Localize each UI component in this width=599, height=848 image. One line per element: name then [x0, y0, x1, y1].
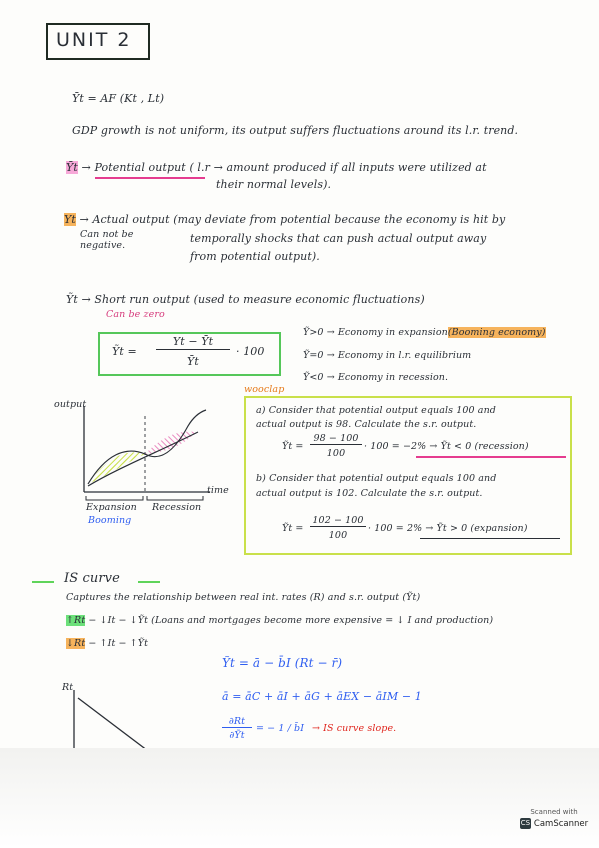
exercise-a-underline	[416, 456, 566, 458]
recession-shading	[145, 432, 196, 454]
potential-symbol: Ȳt	[66, 161, 78, 174]
exercise-b-calc: Ỹt =	[282, 523, 304, 534]
short-run-symbol: Ỹt	[66, 293, 78, 306]
expansion-label: Expansion	[86, 502, 137, 513]
potential-output-line	[66, 161, 487, 174]
booming-tag: (Booming economy)	[447, 327, 546, 338]
potential-underline	[95, 177, 205, 179]
potential-def-2: their normal levels).	[216, 178, 332, 191]
recession-label: Recession	[152, 502, 202, 513]
exercise-b-underline	[420, 538, 560, 539]
exercise-a-numerator: 98 − 100	[310, 433, 362, 445]
rate-up-explanation: (Loans and mortgages become more expensive = ↓ I and production)	[151, 615, 494, 626]
actual-def-3: from potential output).	[190, 250, 320, 263]
rate-down-effect: − ↑It − ↑Ỹt	[88, 638, 149, 649]
expansion-bracket	[86, 496, 143, 500]
exercise-a-text-1: a) Consider that potential output equals 100 and	[256, 405, 496, 416]
unit-title: UNIT 2	[56, 29, 132, 51]
slope-value: = − 1 / b̄I	[256, 723, 305, 734]
actual-output-line	[64, 213, 505, 226]
exercise-b-result: · 100 = 2% → Ỹt > 0 (expansion)	[368, 523, 528, 534]
formula-multiplier: · 100	[236, 345, 265, 358]
camscanner-icon: CS	[520, 819, 531, 827]
is-equation: Ỹt = ā − b̄I (Rt − r̄)	[222, 656, 343, 670]
is-heading-dash-right	[138, 581, 160, 583]
rate-up: ↑Rt	[66, 615, 86, 626]
exercise-a-text-2: actual output is 98. Calculate the s.r. output.	[256, 419, 477, 430]
booming-label: Booming	[88, 515, 132, 526]
is-heading-dash-left	[32, 581, 54, 583]
output-fluctuation-graph	[48, 396, 244, 526]
autonomous-equation: ā = āC + āI + āG + āEX − āIM − 1	[222, 690, 422, 703]
is-curve-description: Captures the relationship between real int. rates (R) and s.r. output (Ỹt)	[66, 592, 421, 603]
exercise-b-numerator: 102 − 100	[310, 515, 366, 527]
is-rule-decrease	[66, 638, 148, 649]
recession-bracket	[147, 496, 203, 500]
graph1-y-label: output	[54, 399, 87, 410]
exercise-b-text-2: actual output is 102. Calculate the s.r. output.	[256, 488, 483, 499]
is-graph-y-label: Rt	[62, 682, 74, 693]
scanned-with-text: Scanned with	[530, 808, 578, 816]
condition-zero: Ỹ=0 → Economy in l.r. equilibrium	[303, 350, 472, 361]
rate-down: ↓Rt	[66, 638, 86, 649]
slope-label: → IS curve slope.	[312, 723, 397, 734]
scan-edge-shadow	[0, 748, 599, 848]
slope-numerator: ∂Rt	[222, 716, 252, 728]
potential-term: Potential output	[94, 161, 186, 174]
condition-negative: Ỹ<0 → Economy in recession.	[303, 372, 449, 383]
potential-trend-line	[88, 432, 198, 486]
actual-note: Can not be negative.	[80, 229, 134, 251]
camscanner-brand: CamScanner	[533, 818, 589, 829]
short-run-line	[66, 293, 425, 306]
potential-def-1: ( l.r → amount produced if all inputs were utilized at	[189, 161, 487, 174]
actual-def-2: temporally shocks that can push actual output away	[190, 232, 487, 245]
actual-symbol: Yt	[64, 213, 76, 226]
short-run-text: → Short run output (used to measure economic fluctuations)	[81, 293, 425, 306]
exercise-a-result: · 100 = −2% → Ỹt < 0 (recession)	[364, 441, 529, 452]
graph1-x-label: time	[207, 485, 229, 496]
wooclap-label: wooclap	[244, 384, 285, 395]
can-be-zero-note: Can be zero	[106, 309, 165, 320]
potential-arrow: →	[81, 161, 91, 174]
expansion-shading-fill	[88, 452, 145, 484]
exercise-a-calc: Ỹt =	[282, 441, 304, 452]
gdp-growth-line: GDP growth is not uniform, its output suffers fluctuations around its l.r. trend.	[72, 124, 519, 137]
is-rule-increase	[66, 615, 493, 626]
production-function: Ȳt = AF (Kt , Lt)	[72, 92, 165, 105]
condition-positive	[303, 327, 546, 338]
rate-up-effect: − ↓It − ↓Ỹt	[88, 615, 149, 626]
exercise-b-text-1: b) Consider that potential output equals 100 and	[256, 473, 497, 484]
slope-denominator: ∂Ỹt	[229, 730, 245, 741]
formula-denominator: Ȳt	[187, 355, 199, 368]
camscanner-logo	[518, 818, 590, 829]
formula-lhs: Ỹt =	[112, 345, 137, 358]
camscanner-watermark	[518, 808, 590, 838]
actual-term: Actual output	[92, 213, 170, 226]
exercise-a-denominator: 100	[326, 448, 346, 459]
formula-numerator: Yt − Ȳt	[156, 335, 230, 350]
exercise-b-denominator: 100	[328, 530, 348, 541]
condition-positive-text: Ỹ>0 → Economy in expansion	[303, 327, 448, 338]
actual-arrow: →	[79, 213, 89, 226]
actual-def-1: (may deviate from potential because the economy is hit by	[173, 213, 506, 226]
is-curve-heading: IS curve	[64, 571, 120, 586]
